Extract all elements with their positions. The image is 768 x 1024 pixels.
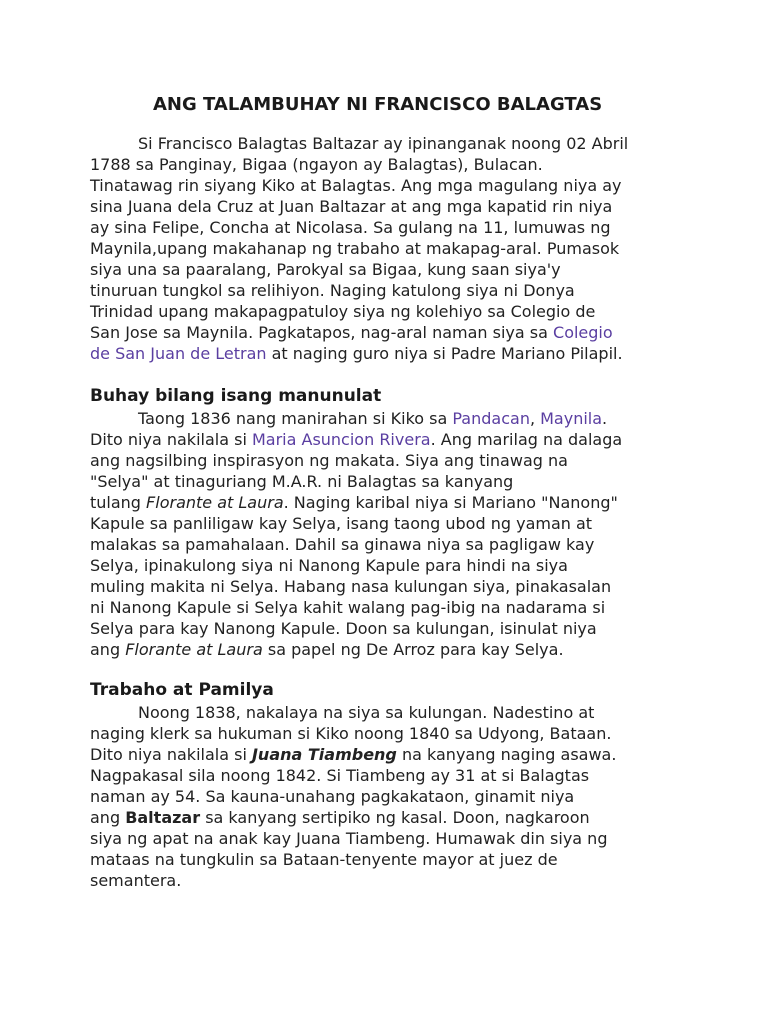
line: Tinatawag rin siyang Kiko at Balagtas. Ang mga magulang niya ay (90, 176, 622, 195)
document-page (90, 0, 700, 891)
line: Selya, ipinakulong siya ni Nanong Kapule para hindi na siya (90, 556, 568, 575)
document-title: ANG TALAMBUHAY NI FRANCISCO BALAGTAS (153, 94, 603, 115)
line: siya ng apat na anak kay Juana Tiambeng. Humawak din siya ng (90, 829, 608, 848)
section-heading-work-family: Trabaho at Pamilya (90, 680, 274, 700)
text: Dito niya nakilala si (90, 745, 252, 764)
text: . Naging karibal niya si Mariano "Nanong" (283, 493, 618, 512)
line (90, 322, 700, 343)
text: sa kanyang sertipiko ng kasal. Doon, nagkaroon (200, 808, 590, 827)
link-pandacan[interactable]: Pandacan (452, 409, 530, 428)
line: ay sina Felipe, Concha at Nicolasa. Sa gulang na 11, lumuwas ng (90, 218, 611, 237)
link-maria-asuncion-rivera[interactable]: Maria Asuncion Rivera (251, 430, 431, 449)
italic-title: Florante at Laura (146, 493, 284, 512)
section-heading-writer: Buhay bilang isang manunulat (90, 386, 382, 406)
line (90, 492, 700, 513)
line: Selya para kay Nanong Kapule. Doon sa kulungan, isinulat niya (90, 619, 597, 638)
paragraph-writer-life (90, 408, 700, 660)
line (90, 408, 700, 429)
text: na kanyang naging asawa. (396, 745, 617, 764)
line: Maynila,upang makahanap ng trabaho at makapag-aral. Pumasok (90, 239, 620, 258)
bold-name: Baltazar (125, 808, 201, 827)
line: sina Juana dela Cruz at Juan Baltazar at ang mga kapatid rin niya (90, 197, 613, 216)
text: San Jose sa Maynila. Pagkatapos, nag-aral naman siya sa (90, 323, 554, 342)
text: Dito niya nakilala si (90, 430, 252, 449)
link-colegio-de-san-juan-de-letran-cont[interactable]: de San Juan de Letran (90, 344, 267, 363)
line: semantera. (90, 871, 182, 890)
line: ang nagsilbing inspirasyon ng makata. Siya ang tinawag na (90, 451, 568, 470)
line: malakas sa pamahalaan. Dahil sa ginawa niya sa pagligaw kay (90, 535, 595, 554)
bold-italic-name: Juana Tiambeng (251, 745, 397, 764)
line: muling makita ni Selya. Habang nasa kulungan siya, pinakasalan (90, 577, 612, 596)
line: siya una sa paaralang, Parokyal sa Bigaa, kung saan siya'y (90, 260, 561, 279)
link-colegio-de-san-juan-de-letran[interactable]: Colegio (553, 323, 613, 342)
line: Trinidad upang makapagpatuloy siya ng kolehiyo sa Colegio de (90, 302, 596, 321)
line (90, 639, 700, 660)
italic-title: Florante at Laura (125, 640, 263, 659)
text: sa papel ng De Arroz para kay Selya. (262, 640, 564, 659)
line: Si Francisco Balagtas Baltazar ay ipinanganak noong 02 Abril (138, 134, 629, 153)
text: Taong 1836 nang manirahan si Kiko sa (138, 409, 453, 428)
line: tinuruan tungkol sa relihiyon. Naging katulong siya ni Donya (90, 281, 575, 300)
line: Kapule sa panliligaw kay Selya, isang taong ubod ng yaman at (90, 514, 593, 533)
line: ni Nanong Kapule si Selya kahit walang pag-ibig na nadarama si (90, 598, 606, 617)
line: 1788 sa Panginay, Bigaa (ngayon ay Balagtas), Bulacan. (90, 155, 543, 174)
paragraph-early-life (90, 133, 700, 364)
text: at naging guro niya si Padre Mariano Pilapil. (266, 344, 623, 363)
text: . Ang marilag na dalaga (430, 430, 623, 449)
line (90, 807, 700, 828)
text: tulang (90, 493, 147, 512)
text: , (529, 409, 541, 428)
line: naman ay 54. Sa kauna-unahang pagkakataon, ginamit niya (90, 787, 575, 806)
link-maynila[interactable]: Maynila (540, 409, 603, 428)
line (90, 429, 700, 450)
line (90, 343, 700, 364)
line: Nagpakasal sila noong 1842. Si Tiambeng ay 31 at si Balagtas (90, 766, 590, 785)
text: ang (90, 640, 126, 659)
line (90, 744, 700, 765)
text: . (602, 409, 608, 428)
line: "Selya" at tinaguriang M.A.R. ni Balagtas sa kanyang (90, 472, 514, 491)
paragraph-work-family (90, 702, 700, 891)
line: Noong 1838, nakalaya na siya sa kulungan. Nadestino at (138, 703, 595, 722)
line: naging klerk sa hukuman si Kiko noong 1840 sa Udyong, Bataan. (90, 724, 612, 743)
text: ang (90, 808, 126, 827)
line: mataas na tungkulin sa Bataan-tenyente mayor at juez de (90, 850, 558, 869)
